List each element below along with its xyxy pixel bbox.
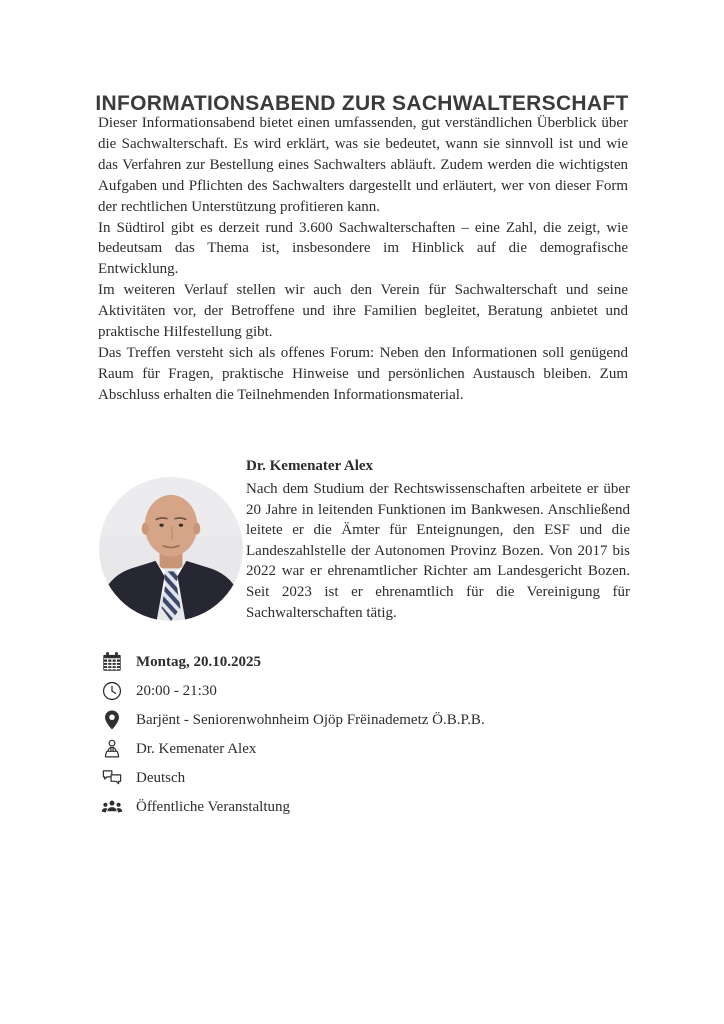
description-paragraph: Das Treffen versteht sich als offenes Forum: Neben den Informationen soll genügend Raum für Fragen, praktische Hinweise und persönlichen Austausch bleiben. Zum Abschluss erhalten die Teilnehmenden Informationsmaterial.	[98, 344, 628, 403]
event-description	[98, 113, 628, 406]
event-detail-row	[100, 737, 624, 761]
page-title: INFORMATIONSABEND ZUR SACHWALTERSCHAFT	[95, 92, 629, 116]
speaker-portrait	[99, 477, 243, 621]
location-pin-icon	[100, 708, 124, 732]
event-detail-row	[100, 795, 624, 819]
event-detail-label: Deutsch	[136, 769, 186, 786]
description-paragraph: Im weiteren Verlauf stellen wir auch den Verein für Sachwalterschaft und seine Aktivitäten vor, der Betroffene und ihre Familien begleitet, Beratung anbietet und praktische Hilfestellung gibt.	[98, 282, 628, 341]
description-paragraph: In Südtirol gibt es derzeit rund 3.600 Sachwalterschaften – eine Zahl, die zeigt, wie bedeutsam das Thema ist, insbesondere im Hinblick auf die demografische Entwicklung.	[98, 219, 628, 278]
event-detail-row	[100, 766, 624, 790]
speaker-name: Dr. Kemenater Alex	[246, 458, 374, 474]
clock-icon	[100, 679, 124, 703]
event-detail-label: Öffentliche Veranstaltung	[136, 798, 290, 815]
event-detail-row	[100, 679, 624, 703]
speaker-section	[246, 456, 630, 623]
speaker-bio: Nach dem Studium der Rechtswissenschaften arbeitete er über 20 Jahre in leitenden Funktionen im Bankwesen. Anschließend leitete er die Ämter für Enteignungen, den ESF und die Landeszahlstelle der Autonomen Provinz Bozen. Von 2017 bis 2022 war er ehrenamtlicher Richter am Landesgericht Bozen. Seit 2023 ist er ehrenamtlich für die Vereinigung für Sachwalterschaften tätig.	[246, 481, 630, 621]
calendar-icon	[100, 650, 124, 674]
event-detail-label: Montag, 20.10.2025	[136, 653, 261, 670]
event-detail-label: Dr. Kemenater Alex	[136, 740, 257, 757]
event-details-list	[100, 650, 624, 824]
event-detail-row	[100, 708, 624, 732]
language-bubbles-icon	[100, 766, 124, 790]
event-detail-row	[100, 650, 624, 674]
description-paragraph: Dieser Informationsabend bietet einen umfassenden, gut verständlichen Überblick über die Sachwalterschaft. Es wird erklärt, was sie bedeutet, wann sie sinnvoll ist und wie das Verfahren zur Bestellung eines Sachwalters abläuft. Zudem werden die wichtigsten Aufgaben und Pflichten des Sachwalters dargestellt und erläutert, wer von dieser Form der rechtlichen Unterstützung profitieren kann.	[98, 115, 628, 215]
speaker-icon	[100, 737, 124, 761]
audience-icon	[100, 795, 124, 819]
event-detail-label: Barjënt - Seniorenwohnheim Ojöp Frëinademetz Ö.B.P.B.	[136, 711, 485, 728]
event-detail-label: 20:00 - 21:30	[136, 682, 217, 699]
